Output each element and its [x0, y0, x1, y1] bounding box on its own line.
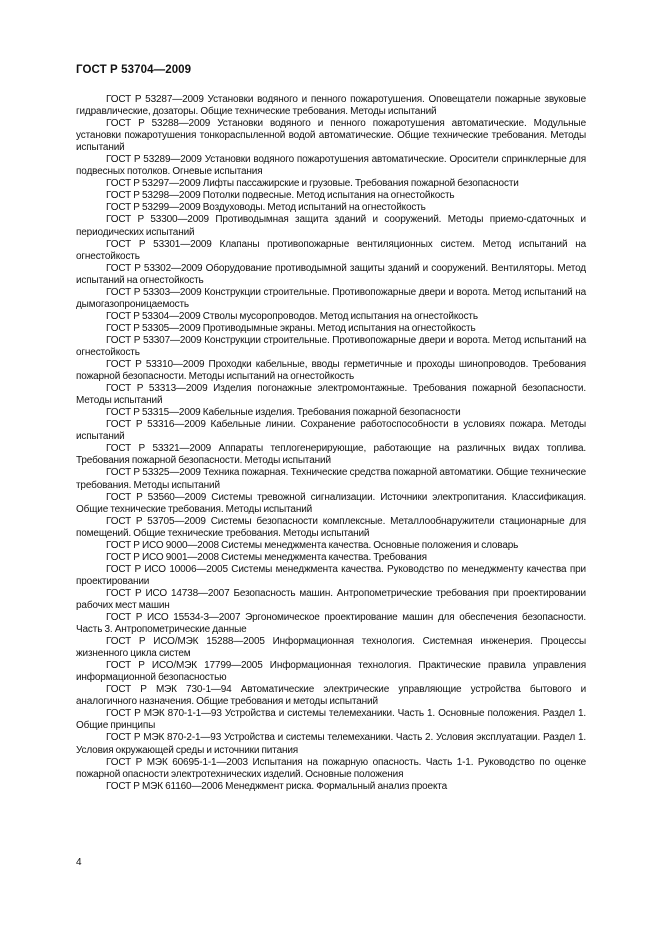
reference-entry: ГОСТ Р ИСО 9000—2008 Системы менеджмента качества. Основные положения и словарь — [106, 539, 519, 551]
reference-entry: ГОСТ Р МЭК 870-2-1—93 Устройства и системы телемеханики. Часть 2. Условия эксплуатации. Раздел 1. Условия окружающей среды и источники питания — [76, 732, 586, 756]
reference-entry: ГОСТ Р 53297—2009 Лифты пассажирские и грузовые. Требования пожарной безопасности — [106, 178, 519, 190]
reference-entry: ГОСТ Р 53289—2009 Установки водяного пожаротушения автоматические. Оросители спринклерные для подвесных потолков. Огневые испытания — [76, 154, 586, 178]
reference-entry: ГОСТ Р ИСО 14738—2007 Безопасность машин. Антропометрические требования при проектировании рабочих мест машин — [76, 587, 586, 611]
reference-entry: ГОСТ Р 53307—2009 Конструкции строительные. Противопожарные двери и ворота. Метод испытаний на огнестойкость — [76, 334, 586, 358]
reference-entry: ГОСТ Р 53288—2009 Установки водяного и пенного пожаротушения автоматические. Модульные установки пожаротушения тонкораспыленной водой автоматические. Общие технические требования. Методы испытаний — [76, 118, 586, 154]
reference-entry: ГОСТ Р 53305—2009 Противодымные экраны. Метод испытания на огнестойкость — [106, 322, 476, 334]
reference-entry: ГОСТ Р 53301—2009 Клапаны противопожарные вентиляционных систем. Метод испытаний на огнестойкость — [76, 238, 586, 262]
reference-entry: ГОСТ Р ИСО/МЭК 17799—2005 Информационная технология. Практические правила управления информационной безопасностью — [76, 660, 586, 684]
reference-entry: ГОСТ Р 53310—2009 Проходки кабельные, вводы герметичные и проходы шинопроводов. Требования пожарной безопасности. Методы испытаний на огнестойкость — [76, 359, 586, 383]
reference-entry: ГОСТ Р 53300—2009 Противодымная защита зданий и сооружений. Методы приемо-сдаточных и периодических испытаний — [76, 214, 586, 238]
reference-list — [76, 94, 586, 793]
reference-entry: ГОСТ Р 53303—2009 Конструкции строительные. Противопожарные двери и ворота. Метод испытаний на дымогазопроницаемость — [76, 286, 586, 310]
reference-entry: ГОСТ Р 53321—2009 Аппараты теплогенерирующие, работающие на различных видах топлива. Требования пожарной безопасности. Методы испытаний — [76, 443, 586, 467]
reference-entry: ГОСТ Р 53705—2009 Системы безопасности комплексные. Металлообнаружители стационарные для помещений. Общие технические требования. Методы испытаний — [76, 515, 586, 539]
reference-entry: ГОСТ Р 53560—2009 Системы тревожной сигнализации. Источники электропитания. Классификация. Общие технические требования. Методы испытаний — [76, 491, 586, 515]
reference-entry: ГОСТ Р МЭК 60695-1-1—2003 Испытания на пожарную опасность. Часть 1-1. Руководство по оценке пожарной опасности электротехнических изделий. Основные положения — [76, 756, 586, 780]
reference-entry: ГОСТ Р ИСО 10006—2005 Системы менеджмента качества. Руководство по менеджменту качества при проектировании — [76, 563, 586, 587]
page-number: 4 — [76, 857, 82, 868]
reference-entry: ГОСТ Р ИСО/МЭК 15288—2005 Информационная технология. Системная инженерия. Процессы жизненного цикла систем — [76, 636, 586, 660]
reference-entry: ГОСТ Р 53315—2009 Кабельные изделия. Требования пожарной безопасности — [106, 407, 461, 419]
reference-entry: ГОСТ Р 53302—2009 Оборудование противодымной защиты зданий и сооружений. Вентиляторы. Метод испытаний на огнестойкость — [76, 262, 586, 286]
reference-entry: ГОСТ Р 53299—2009 Воздуховоды. Метод испытаний на огнестойкость — [106, 202, 426, 214]
reference-entry: ГОСТ Р МЭК 61160—2006 Менеджмент риска. Формальный анализ проекта — [106, 780, 448, 792]
reference-entry: ГОСТ Р 53325—2009 Техника пожарная. Технические средства пожарной автоматики. Общие технические требования. Методы испытаний — [76, 467, 586, 491]
reference-entry: ГОСТ Р 53298—2009 Потолки подвесные. Метод испытания на огнестойкость — [106, 190, 455, 202]
reference-entry: ГОСТ Р ИСО 15534-3—2007 Эргономическое проектирование машин для обеспечения безопасности. Часть 3. Антропометрические данные — [76, 612, 586, 636]
reference-entry: ГОСТ Р МЭК 870-1-1—93 Устройства и системы телемеханики. Часть 1. Основные положения. Раздел 1. Общие принципы — [76, 708, 586, 732]
reference-entry: ГОСТ Р 53304—2009 Стволы мусоропроводов. Метод испытания на огнестойкость — [106, 310, 478, 322]
reference-entry: ГОСТ Р 53316—2009 Кабельные линии. Сохранение работоспособности в условиях пожара. Методы испытаний — [76, 419, 586, 443]
reference-entry: ГОСТ Р 53313—2009 Изделия погонажные электромонтажные. Требования пожарной безопасности. Методы испытаний — [76, 383, 586, 407]
reference-entry: ГОСТ Р 53287—2009 Установки водяного и пенного пожаротушения. Оповещатели пожарные звуковые гидравлические, дозаторы. Общие технические требования. Методы испытаний — [76, 94, 586, 118]
page-header: ГОСТ Р 53704—2009 — [76, 64, 192, 76]
reference-entry: ГОСТ Р ИСО 9001—2008 Системы менеджмента качества. Требования — [106, 551, 427, 563]
reference-entry: ГОСТ Р МЭК 730-1—94 Автоматические электрические управляющие устройства бытового и аналогичного назначения. Общие требования и методы испытаний — [76, 684, 586, 708]
